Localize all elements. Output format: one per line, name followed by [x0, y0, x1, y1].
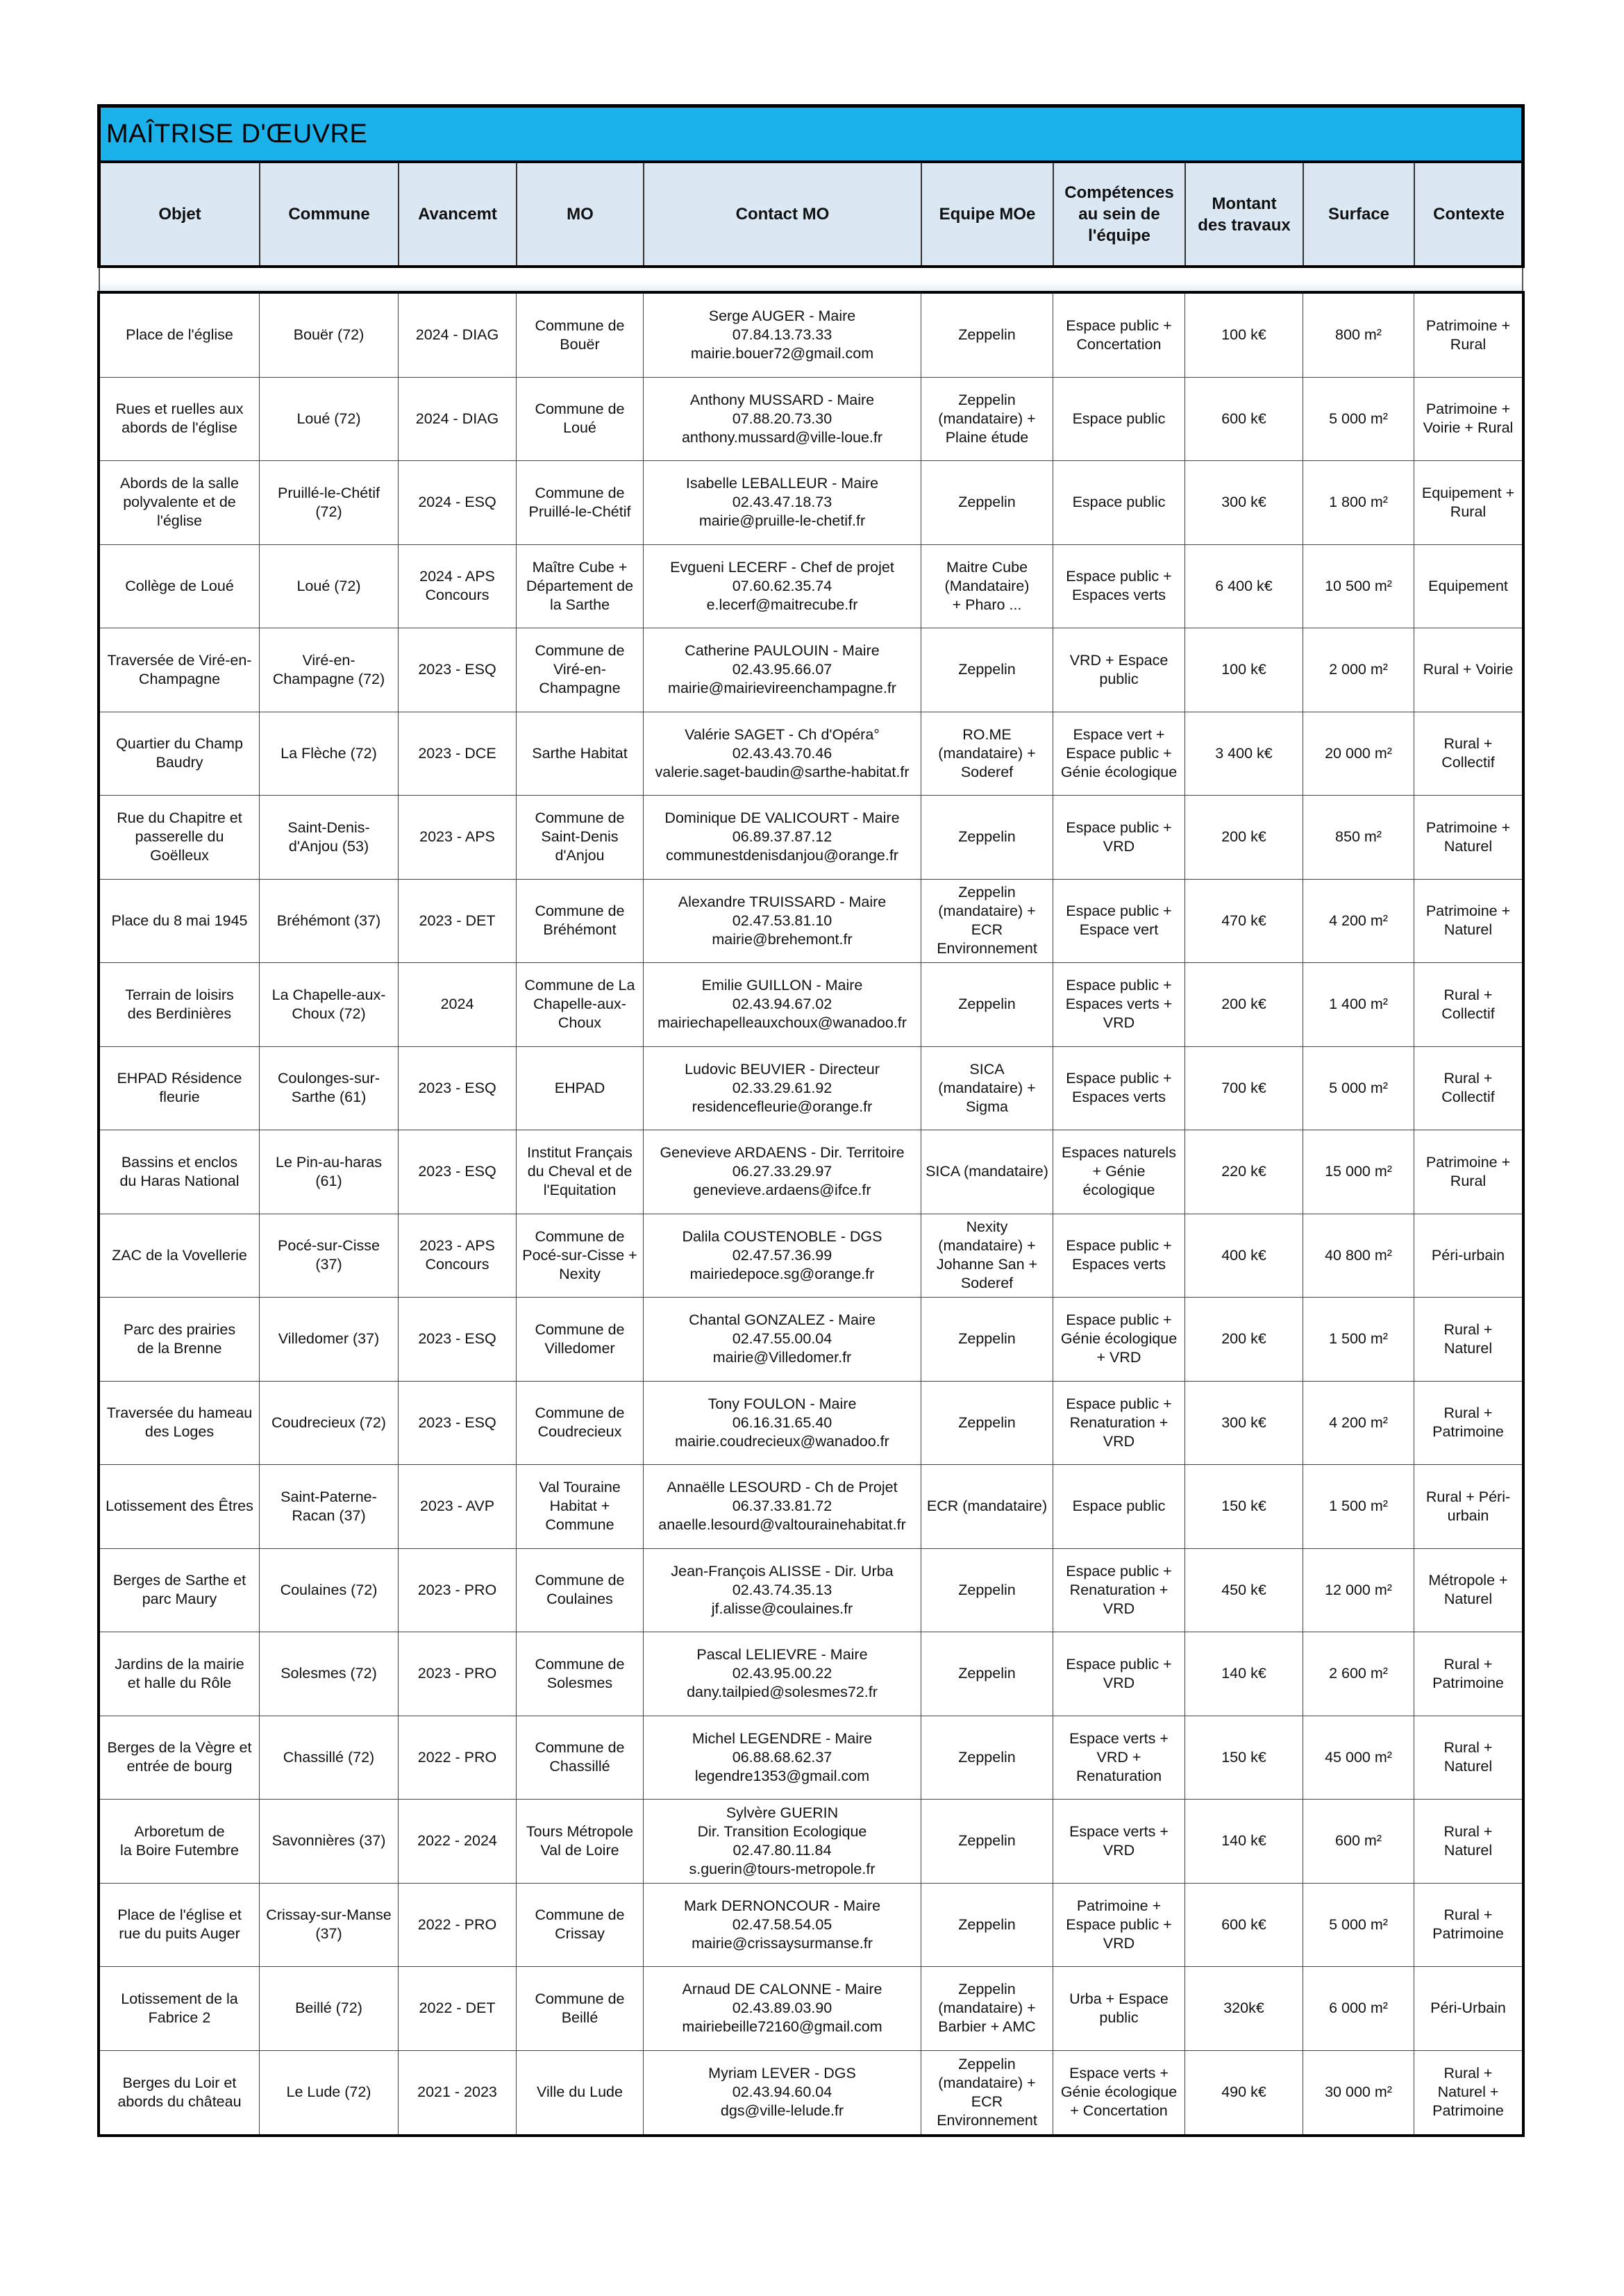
table-cell: Zeppelin — [921, 1632, 1053, 1716]
table-cell: 2024 — [399, 963, 517, 1046]
table-cell: 2024 - DIAG — [399, 294, 517, 377]
table-cell: Rural + Patrimoine — [1432, 1907, 1504, 1943]
table-cell: Equipement + Rural — [1421, 484, 1515, 520]
table-cell: Espace public — [1053, 1465, 1185, 1548]
table-cell: Alexandre TRUISSARD - Maire 02.47.53.81.10 mairie@brehemont.fr — [644, 880, 921, 963]
table-cell: Patrimoine + Voirie + Rural — [1423, 401, 1514, 437]
table-cell: 300 k€ — [1185, 461, 1303, 544]
table-cell: Zeppelin (mandataire) + ECR Environnement — [921, 2051, 1053, 2135]
table-row — [100, 880, 1522, 964]
table-cell: 470 k€ — [1185, 880, 1303, 963]
table-cell: Zeppelin — [921, 796, 1053, 879]
table-cell: Loué (72) — [260, 545, 399, 628]
table-cell: ECR (mandataire) — [921, 1465, 1053, 1548]
table-cell: Zeppelin — [921, 1549, 1053, 1632]
table-cell: Espace vert + Espace public + Génie écologique — [1053, 712, 1185, 796]
table-cell: Arnaud DE CALONNE - Maire 02.43.89.03.90 mairiebeille72160@gmail.com — [644, 1967, 921, 2050]
table-cell: 15 000 m² — [1303, 1130, 1414, 1214]
table-cell: Patrimoine + Rural — [1425, 317, 1511, 353]
table-cell: EHPAD Résidence fleurie — [100, 1047, 260, 1130]
table-row — [100, 796, 1522, 880]
table-cell: Coulaines (72) — [260, 1549, 399, 1632]
table-row — [100, 1800, 1522, 1884]
table-cell: 1 400 m² — [1303, 963, 1414, 1046]
table-cell: Espace public + VRD — [1053, 796, 1185, 879]
table-cell: 2022 - PRO — [399, 1716, 517, 1800]
table-cell: 2023 - APS Concours — [399, 1214, 517, 1298]
table-cell: Espace public + Concertation — [1053, 294, 1185, 377]
table-cell: Commune de La Chapelle-aux- Choux — [517, 963, 644, 1046]
column-header: Contact MO — [644, 163, 922, 265]
table-cell: Commune de Loué — [517, 378, 644, 461]
data-table — [97, 291, 1525, 2137]
table-cell: Evgueni LECERF - Chef de projet 07.60.62.35.74 e.lecerf@maitrecube.fr — [644, 545, 921, 628]
table-row — [100, 1382, 1522, 1466]
table-cell: Espace public + Espaces verts — [1053, 1214, 1185, 1298]
table-cell: Commune de Pocé-sur-Cisse + Nexity — [517, 1214, 644, 1298]
table-cell: Péri-Urbain — [1430, 2000, 1506, 2017]
table-cell: 700 k€ — [1185, 1047, 1303, 1130]
table-cell: Commune de Bouër — [517, 294, 644, 377]
table-cell: 30 000 m² — [1303, 2051, 1414, 2135]
table-cell: Rural + Naturel — [1443, 1321, 1493, 1357]
table-cell: 200 k€ — [1185, 796, 1303, 879]
table-cell: Rural + Collectif — [1441, 735, 1495, 771]
table-cell: Espace public — [1053, 461, 1185, 544]
table-cell: Rural + Collectif — [1441, 1070, 1495, 1106]
table-cell: Dalila COUSTENOBLE - DGS 02.47.57.36.99 mairiedepoce.sg@orange.fr — [644, 1214, 921, 1298]
table-cell: 600 m² — [1303, 1800, 1414, 1883]
table-cell: Rues et ruelles aux abords de l'église — [100, 378, 260, 461]
table-row — [100, 1465, 1522, 1549]
table-cell: Michel LEGENDRE - Maire 06.88.68.62.37 legendre1353@gmail.com — [644, 1716, 921, 1800]
table-cell: Le Lude (72) — [260, 2051, 399, 2135]
table-cell: Rural + Patrimoine — [1432, 1405, 1504, 1441]
table-cell: 2023 - ESQ — [399, 628, 517, 712]
column-header: Commune — [260, 163, 399, 265]
table-cell: Saint-Paterne- Racan (37) — [260, 1465, 399, 1548]
table-cell: Chantal GONZALEZ - Maire 02.47.55.00.04 mairie@Villedomer.fr — [644, 1298, 921, 1381]
table-cell: Zeppelin — [921, 461, 1053, 544]
table-cell: 600 k€ — [1185, 1884, 1303, 1967]
table-cell: Zeppelin (mandataire) + Barbier + AMC — [921, 1967, 1053, 2050]
table-row — [100, 1130, 1522, 1214]
table-row — [100, 1549, 1522, 1633]
table-cell: 220 k€ — [1185, 1130, 1303, 1214]
table-cell: 2022 - DET — [399, 1967, 517, 2050]
table-cell: Viré-en- Champagne (72) — [260, 628, 399, 712]
table-cell: Sylvère GUERIN Dir. Transition Ecologique 02.47.80.11.84 s.guerin@tours-metropole.fr — [644, 1800, 921, 1883]
table-cell: Nexity (mandataire) + Johanne San + Soderef — [921, 1214, 1053, 1298]
table-cell: Zeppelin — [921, 1382, 1053, 1465]
table-cell: 40 800 m² — [1303, 1214, 1414, 1298]
table-cell: EHPAD — [517, 1047, 644, 1130]
table-cell: Espaces naturels + Génie écologique — [1053, 1130, 1185, 1214]
table-cell: 6 000 m² — [1303, 1967, 1414, 2050]
table-cell: 600 k€ — [1185, 378, 1303, 461]
table-cell: 20 000 m² — [1303, 712, 1414, 796]
table-cell: 200 k€ — [1185, 963, 1303, 1046]
table-cell: Commune de Chassillé — [517, 1716, 644, 1800]
table-cell: Emilie GUILLON - Maire 02.43.94.67.02 mairiechapelleauxchoux@wanadoo.fr — [644, 963, 921, 1046]
table-cell: Abords de la salle polyvalente et de l'église — [100, 461, 260, 544]
table-cell: Place de l'église — [100, 294, 260, 377]
table-cell: Traversée du hameau des Loges — [100, 1382, 260, 1465]
table-cell: Place du 8 mai 1945 — [100, 880, 260, 963]
table-cell: Tours Métropole Val de Loire — [517, 1800, 644, 1883]
table-cell: Zeppelin — [921, 1884, 1053, 1967]
table-cell: Commune de Beillé — [517, 1967, 644, 2050]
table-cell: Rural + Naturel — [1443, 1822, 1493, 1859]
table-cell: Espace public + VRD — [1053, 1632, 1185, 1716]
table-cell: Genevieve ARDAENS - Dir. Territoire 06.27.33.29.97 genevieve.ardaens@ifce.fr — [644, 1130, 921, 1214]
table-cell: Saint-Denis- d'Anjou (53) — [260, 796, 399, 879]
table-cell: Espace public + Espaces verts — [1053, 1047, 1185, 1130]
table-cell: Institut Français du Cheval et de l'Equitation — [517, 1130, 644, 1214]
table-cell: Zeppelin — [921, 963, 1053, 1046]
table-cell: 2021 - 2023 — [399, 2051, 517, 2135]
column-header: Avancemt — [399, 163, 517, 265]
table-cell: Jean-François ALISSE - Dir. Urba 02.43.74.35.13 jf.alisse@coulaines.fr — [644, 1549, 921, 1632]
table-cell: Zeppelin (mandataire) + Plaine étude — [921, 378, 1053, 461]
table-cell: VRD + Espace public — [1053, 628, 1185, 712]
table-cell: Espace verts + Génie écologique + Concertation — [1053, 2051, 1185, 2135]
table-cell: Zeppelin (mandataire) + ECR Environnement — [921, 880, 1053, 963]
table-cell: 1 500 m² — [1303, 1298, 1414, 1381]
table-cell: 2023 - DET — [399, 880, 517, 963]
table-cell: 800 m² — [1303, 294, 1414, 377]
column-header: Equipe MOe — [922, 163, 1054, 265]
table-cell: Zeppelin — [921, 1298, 1053, 1381]
table-row — [100, 628, 1522, 712]
table-row — [100, 1884, 1522, 1968]
table-cell: 200 k€ — [1185, 1298, 1303, 1381]
table-cell: Rural + Péri- urbain — [1425, 1488, 1511, 1524]
table-cell: Berges de Sarthe et parc Maury — [100, 1549, 260, 1632]
table-row — [100, 461, 1522, 545]
table-cell: Zeppelin — [921, 628, 1053, 712]
column-header: Objet — [101, 163, 260, 265]
table-cell: 2024 - DIAG — [399, 378, 517, 461]
table-cell: 320k€ — [1185, 1967, 1303, 2050]
table-cell: Beillé (72) — [260, 1967, 399, 2050]
table-cell: Espace verts + VRD — [1053, 1800, 1185, 1883]
table-row — [100, 1716, 1522, 1800]
table-cell: 6 400 k€ — [1185, 545, 1303, 628]
table-cell: 150 k€ — [1185, 1716, 1303, 1800]
column-header: Compétences au sein de l'équipe — [1054, 163, 1186, 265]
table-cell: Rue du Chapitre et passerelle du Goëlleux — [100, 796, 260, 879]
table-row — [100, 2051, 1522, 2135]
table-cell: Berges de la Vègre et entrée de bourg — [100, 1716, 260, 1800]
table-cell: Patrimoine + Espace public + VRD — [1053, 1884, 1185, 1967]
table-cell: Patrimoine + Naturel — [1425, 819, 1511, 855]
table-cell: La Flèche (72) — [260, 712, 399, 796]
column-header: MO — [517, 163, 644, 265]
table-cell: Serge AUGER - Maire 07.84.13.73.33 mairie.bouer72@gmail.com — [644, 294, 921, 377]
table-cell: 140 k€ — [1185, 1800, 1303, 1883]
table-cell: Péri-urbain — [1431, 1246, 1505, 1264]
column-header: Contexte — [1433, 205, 1505, 224]
table-cell: Espace verts + VRD + Renaturation — [1053, 1716, 1185, 1800]
table-cell: Jardins de la mairie et halle du Rôle — [100, 1632, 260, 1716]
table-cell: Commune de Crissay — [517, 1884, 644, 1967]
table-cell: SICA (mandataire) + Sigma — [921, 1047, 1053, 1130]
column-header: Surface — [1304, 163, 1415, 265]
table-cell: Ville du Lude — [517, 2051, 644, 2135]
table-cell: Isabelle LEBALLEUR - Maire 02.43.47.18.73 mairie@pruille-le-chetif.fr — [644, 461, 921, 544]
table-cell: 140 k€ — [1185, 1632, 1303, 1716]
table-cell: 2 600 m² — [1303, 1632, 1414, 1716]
table-cell: Quartier du Champ Baudry — [100, 712, 260, 796]
table-cell: Espace public + Génie écologique + VRD — [1053, 1298, 1185, 1381]
table-cell: Commune de Villedomer — [517, 1298, 644, 1381]
table-cell: 4 200 m² — [1303, 1382, 1414, 1465]
table-cell: Arboretum de la Boire Futembre — [100, 1800, 260, 1883]
table-cell: Commune de Bréhémont — [517, 880, 644, 963]
table-cell: 2023 - DCE — [399, 712, 517, 796]
table-cell: SICA (mandataire) — [921, 1130, 1053, 1214]
table-row — [100, 963, 1522, 1047]
table-row — [100, 545, 1522, 629]
table-cell: Coudrecieux (72) — [260, 1382, 399, 1465]
table-cell: Zeppelin — [921, 294, 1053, 377]
table-cell: Commune de Coulaines — [517, 1549, 644, 1632]
table-cell: 2024 - APS Concours — [399, 545, 517, 628]
table-cell: Maître Cube + Département de la Sarthe — [517, 545, 644, 628]
table-cell: 2023 - ESQ — [399, 1047, 517, 1130]
table-cell: Parc des prairies de la Brenne — [100, 1298, 260, 1381]
table-cell: Traversée de Viré-en- Champagne — [100, 628, 260, 712]
table-cell: 5 000 m² — [1303, 1047, 1414, 1130]
table-cell: Bréhémont (37) — [260, 880, 399, 963]
table-cell: Rural + Patrimoine — [1432, 1655, 1504, 1691]
table-cell: 1 800 m² — [1303, 461, 1414, 544]
table-row — [100, 1298, 1522, 1382]
table-cell: Sarthe Habitat — [517, 712, 644, 796]
table-cell: 2022 - PRO — [399, 1884, 517, 1967]
table-cell: Catherine PAULOUIN - Maire 02.43.95.66.07 mairie@mairievireenchampagne.fr — [644, 628, 921, 712]
table-cell: Espace public + Espaces verts — [1053, 545, 1185, 628]
table-cell: Rural + Naturel + Patrimoine — [1432, 2065, 1504, 2120]
table-cell: ZAC de la Vovellerie — [100, 1214, 260, 1298]
table-cell: 2 000 m² — [1303, 628, 1414, 712]
table-cell: 490 k€ — [1185, 2051, 1303, 2135]
table-cell: Lotissement des Êtres — [100, 1465, 260, 1548]
table-cell: Pocé-sur-Cisse (37) — [260, 1214, 399, 1298]
table-cell: Zeppelin — [921, 1716, 1053, 1800]
table-cell: Coulonges-sur- Sarthe (61) — [260, 1047, 399, 1130]
table-cell: RO.ME (mandataire) + Soderef — [921, 712, 1053, 796]
table-cell: Annaëlle LESOURD - Ch de Projet 06.37.33.81.72 anaelle.lesourd@valtourainehabitat.fr — [644, 1465, 921, 1548]
table-cell: 5 000 m² — [1303, 1884, 1414, 1967]
table-cell: Villedomer (37) — [260, 1298, 399, 1381]
table-cell: Commune de Coudrecieux — [517, 1382, 644, 1465]
table-row — [100, 712, 1522, 796]
column-headers — [101, 163, 1521, 265]
table-cell: 300 k€ — [1185, 1382, 1303, 1465]
table-row — [100, 378, 1522, 462]
header-separator — [99, 268, 1523, 291]
table-cell: Zeppelin — [921, 1800, 1053, 1883]
table-cell: Tony FOULON - Maire 06.16.31.65.40 mairie.coudrecieux@wanadoo.fr — [644, 1382, 921, 1465]
table-cell: Espace public — [1053, 378, 1185, 461]
table-cell: Commune de Viré-en- Champagne — [517, 628, 644, 712]
table-cell: Pruillé-le-Chétif (72) — [260, 461, 399, 544]
column-header: Montant des travaux — [1186, 163, 1304, 265]
table-cell: 2023 - PRO — [399, 1632, 517, 1716]
table-cell: Rural + Voirie — [1423, 661, 1514, 678]
table-row — [100, 1632, 1522, 1716]
table-cell: Maitre Cube (Mandataire) + Pharo ... — [921, 545, 1053, 628]
table-cell: Patrimoine + Rural — [1425, 1153, 1511, 1189]
page-title: MAÎTRISE D'ŒUVRE — [101, 108, 1521, 163]
table-cell: Commune de Pruillé-le-Chétif — [517, 461, 644, 544]
table-cell: Patrimoine + Naturel — [1425, 903, 1511, 939]
table-cell: 2023 - ESQ — [399, 1298, 517, 1381]
table-cell: 3 400 k€ — [1185, 712, 1303, 796]
table-cell: Solesmes (72) — [260, 1632, 399, 1716]
table-cell: Mark DERNONCOUR - Maire 02.47.58.54.05 mairie@crissaysurmanse.fr — [644, 1884, 921, 1967]
table-cell: Espace public + Espace vert — [1053, 880, 1185, 963]
table-cell: Terrain de loisirs des Berdinières — [100, 963, 260, 1046]
table-cell: Myriam LEVER - DGS 02.43.94.60.04 dgs@ville-lelude.fr — [644, 2051, 921, 2135]
table-cell: 12 000 m² — [1303, 1549, 1414, 1632]
table-cell: 2023 - APS — [399, 796, 517, 879]
table-row — [100, 294, 1522, 378]
table-cell: Lotissement de la Fabrice 2 — [100, 1967, 260, 2050]
table-cell: Valérie SAGET - Ch d'Opéra° 02.43.43.70.46 valerie.saget-baudin@sarthe-habitat.fr — [644, 712, 921, 796]
table-cell: Val Touraine Habitat + Commune — [517, 1465, 644, 1548]
table-row — [100, 1967, 1522, 2051]
table-cell: Le Pin-au-haras (61) — [260, 1130, 399, 1214]
table-cell: Espace public + Renaturation + VRD — [1053, 1549, 1185, 1632]
table-cell: 2022 - 2024 — [399, 1800, 517, 1883]
table-cell: Métropole + Naturel — [1428, 1572, 1508, 1608]
table-row — [100, 1047, 1522, 1131]
table-cell: Crissay-sur-Manse (37) — [260, 1884, 399, 1967]
table-cell: Savonnières (37) — [260, 1800, 399, 1883]
table-cell: Loué (72) — [260, 378, 399, 461]
table-cell: 4 200 m² — [1303, 880, 1414, 963]
table-cell: Place de l'église et rue du puits Auger — [100, 1884, 260, 1967]
table-header-block — [97, 104, 1525, 268]
table-cell: 45 000 m² — [1303, 1716, 1414, 1800]
table-cell: 100 k€ — [1185, 628, 1303, 712]
table-cell: 400 k€ — [1185, 1214, 1303, 1298]
table-cell: Commune de Solesmes — [517, 1632, 644, 1716]
table-cell: 2023 - ESQ — [399, 1382, 517, 1465]
table-cell: 100 k€ — [1185, 294, 1303, 377]
table-cell: 10 500 m² — [1303, 545, 1414, 628]
table-cell: 450 k€ — [1185, 1549, 1303, 1632]
table-cell: Espace public + Renaturation + VRD — [1053, 1382, 1185, 1465]
table-cell: Berges du Loir et abords du château — [100, 2051, 260, 2135]
table-cell: Chassillé (72) — [260, 1716, 399, 1800]
table-cell: Anthony MUSSARD - Maire 07.88.20.73.30 anthony.mussard@ville-loue.fr — [644, 378, 921, 461]
table-cell: 1 500 m² — [1303, 1465, 1414, 1548]
table-cell: 2024 - ESQ — [399, 461, 517, 544]
table-cell: La Chapelle-aux- Choux (72) — [260, 963, 399, 1046]
table-cell: Ludovic BEUVIER - Directeur 02.33.29.61.92 residencefleurie@orange.fr — [644, 1047, 921, 1130]
table-cell: Espace public + Espaces verts + VRD — [1053, 963, 1185, 1046]
table-cell: Equipement — [1428, 577, 1508, 594]
table-cell: 850 m² — [1303, 796, 1414, 879]
table-cell: 2023 - PRO — [399, 1549, 517, 1632]
table-cell: Bassins et enclos du Haras National — [100, 1130, 260, 1214]
table-cell: Rural + Collectif — [1441, 986, 1495, 1022]
table-cell: 150 k€ — [1185, 1465, 1303, 1548]
table-cell: 2023 - ESQ — [399, 1130, 517, 1214]
table-row — [100, 1214, 1522, 1298]
table-cell: Dominique DE VALICOURT - Maire 06.89.37.87.12 communestdenisdanjou@orange.fr — [644, 796, 921, 879]
table-cell: Pascal LELIEVRE - Maire 02.43.95.00.22 dany.tailpied@solesmes72.fr — [644, 1632, 921, 1716]
table-cell: Collège de Loué — [100, 545, 260, 628]
table-cell: Bouër (72) — [260, 294, 399, 377]
table-cell: 2023 - AVP — [399, 1465, 517, 1548]
table-cell: 5 000 m² — [1303, 378, 1414, 461]
table-cell: Rural + Naturel — [1443, 1739, 1493, 1775]
table-cell: Urba + Espace public — [1053, 1967, 1185, 2050]
table-cell: Commune de Saint-Denis d'Anjou — [517, 796, 644, 879]
